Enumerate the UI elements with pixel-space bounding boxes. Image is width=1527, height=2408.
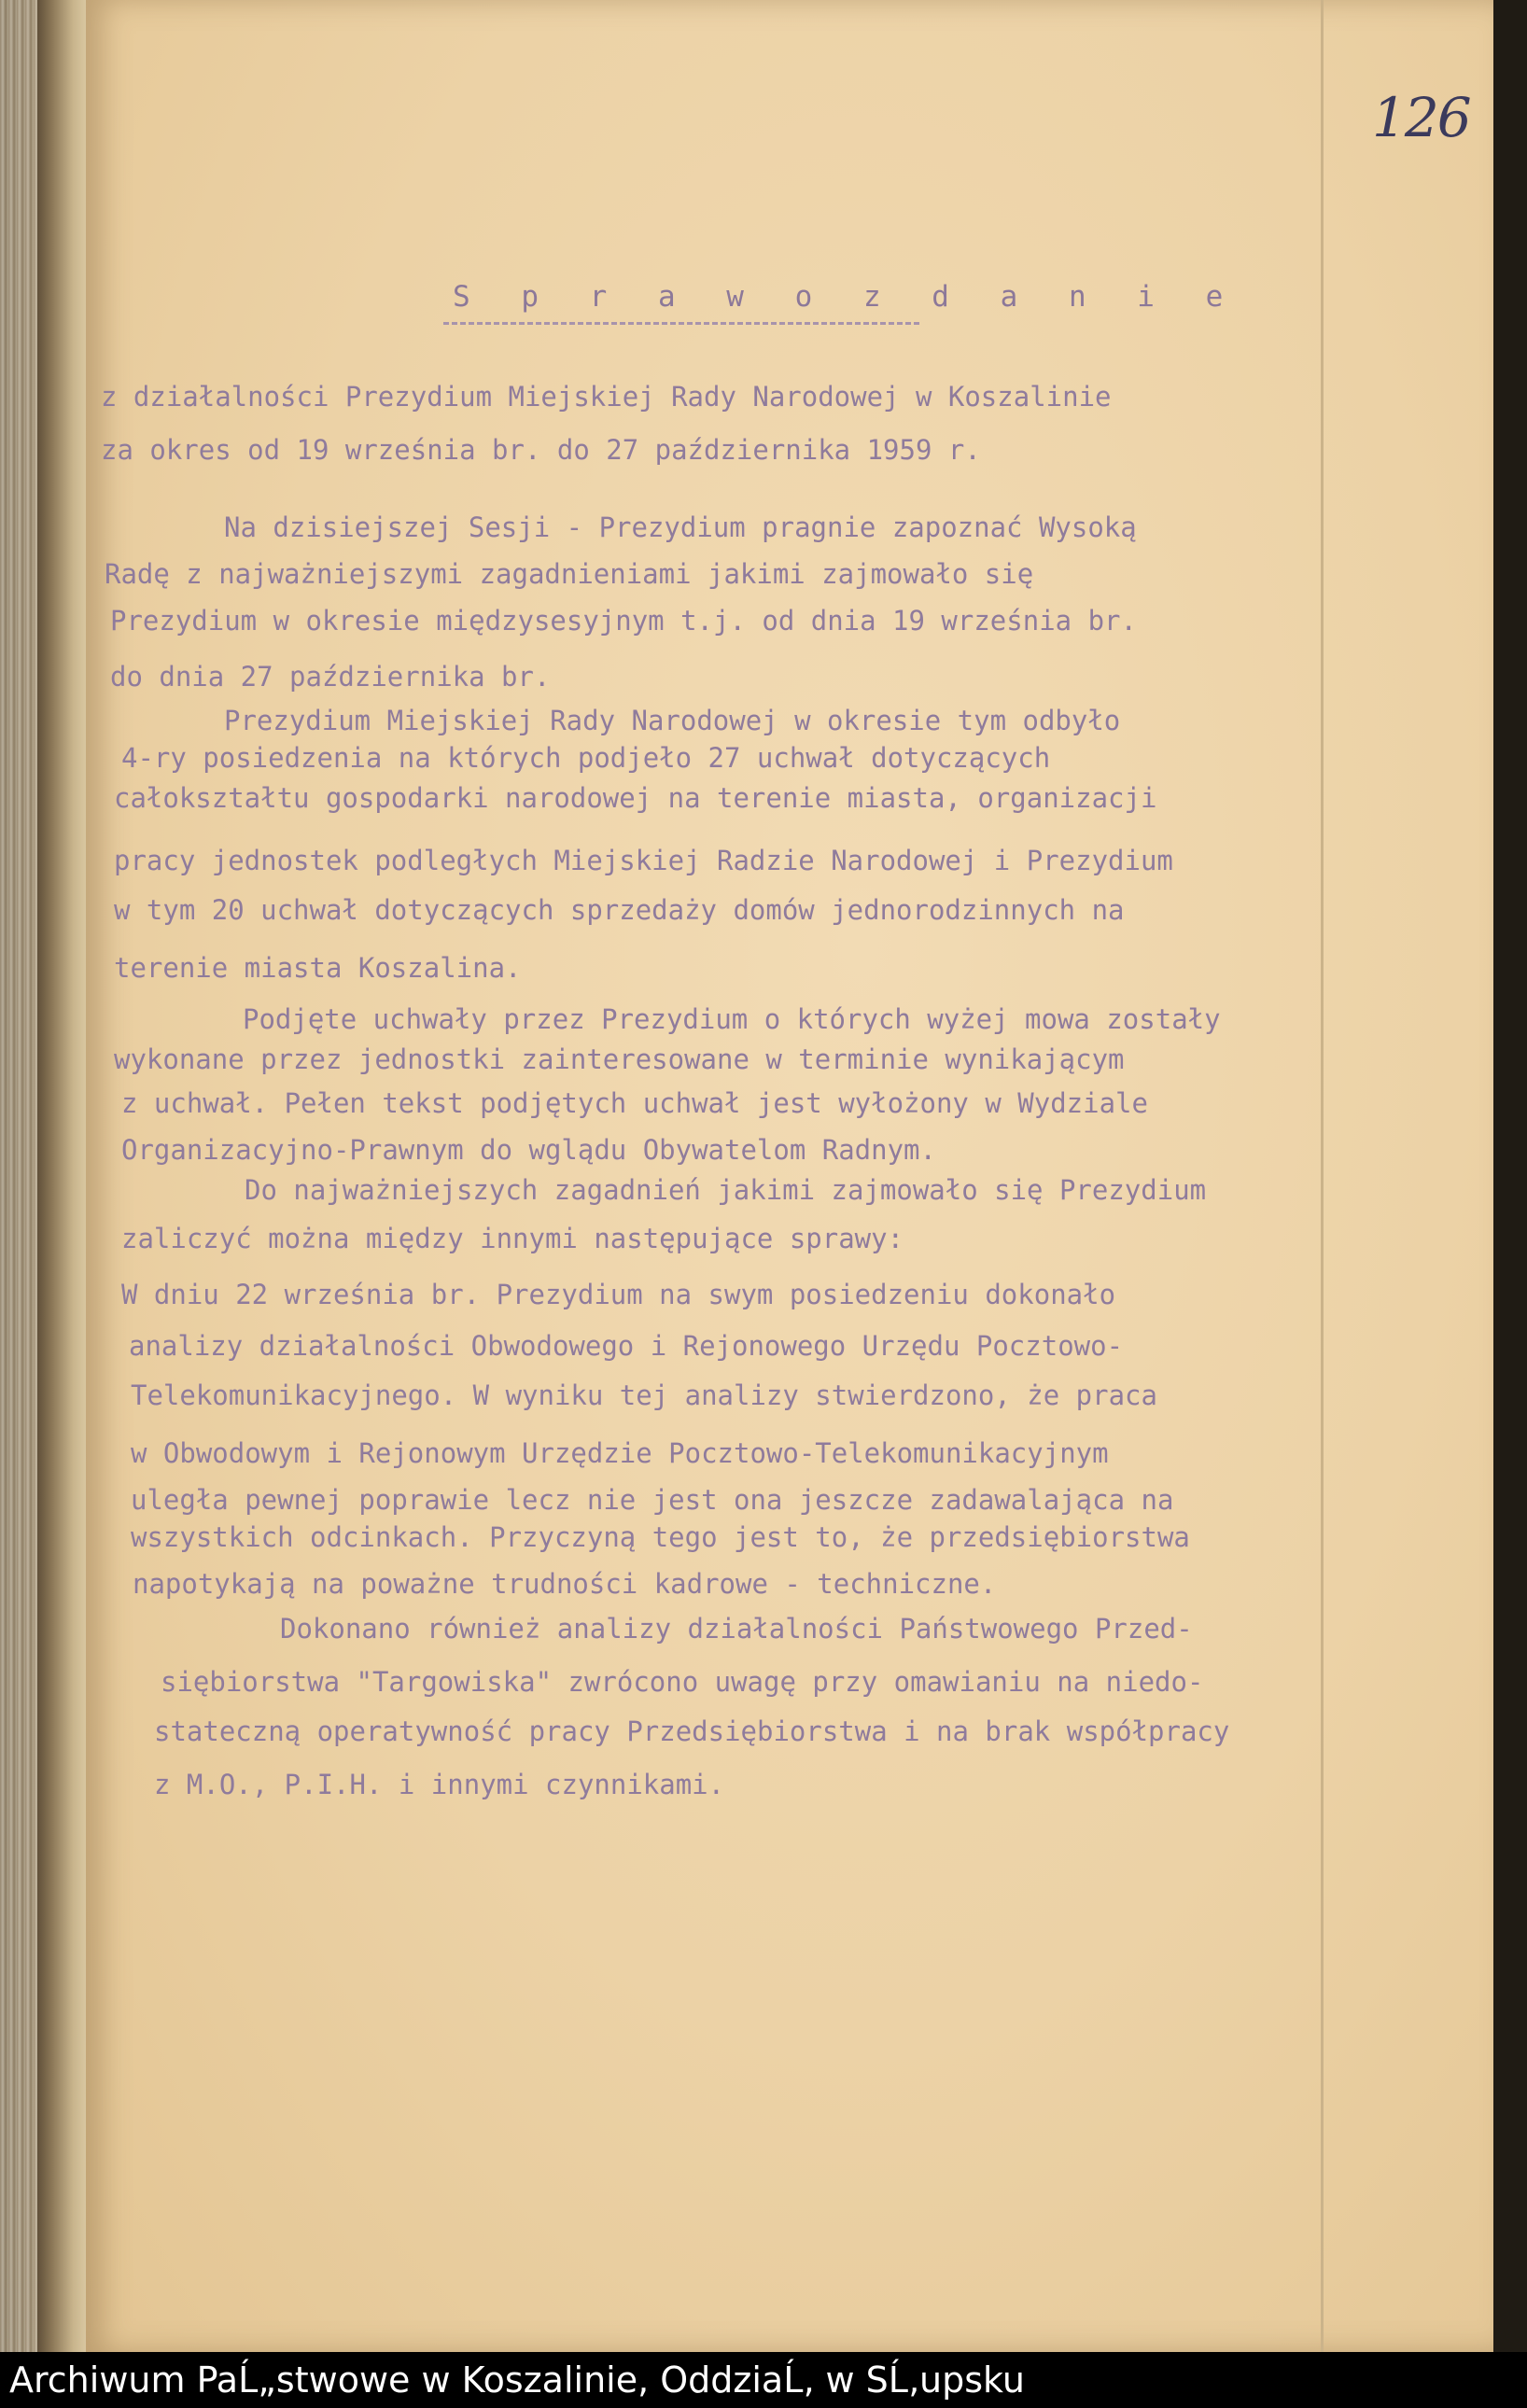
text-line: terenie miasta Koszalina. xyxy=(114,952,522,984)
text-line: Prezydium w okresie międzysesyjnym t.j. od dnia 19 września br. xyxy=(110,605,1137,637)
text-line: Dokonano również analizy działalności Państwowego Przed- xyxy=(280,1613,1193,1645)
text-line: napotykają na poważne trudności kadrowe - techniczne. xyxy=(133,1568,997,1600)
text-line: pracy jednostek podległych Miejskiej Radzie Narodowej i Prezydium xyxy=(114,845,1173,876)
text-line: zaliczyć można między innymi następujące sprawy: xyxy=(121,1223,904,1254)
text-line: Podjęte uchwały przez Prezydium o których wyżej mowa zostały xyxy=(243,1003,1221,1035)
text-line: Radę z najważniejszymi zagadnieniami jakimi zajmowało się xyxy=(105,558,1034,590)
text-line: w Obwodowym i Rejonowym Urzędzie Pocztowo-Telekomunikacyjnym xyxy=(131,1437,1109,1469)
text-line: wykonane przez jednostki zainteresowane w terminie wynikającym xyxy=(114,1043,1125,1075)
archive-caption: Archiwum PaĹ„stwowe w Koszalinie, OddziaĹ‚ w SĹ‚upsku xyxy=(9,2359,1025,2401)
text-line: Organizacyjno-Prawnym do wglądu Obywatelom Radnym. xyxy=(121,1134,936,1166)
text-line: 4-ry posiedzenia na których podjeło 27 uchwał dotyczących xyxy=(121,742,1051,774)
text-line: całokształtu gospodarki narodowej na terenie miasta, organizacji xyxy=(114,782,1157,814)
text-line: z działalności Prezydium Miejskiej Rady Narodowej w Koszalinie xyxy=(101,381,1112,413)
text-line: z M.O., P.I.H. i innymi czynnikami. xyxy=(154,1769,725,1800)
text-line: Do najważniejszych zagadnień jakimi zajmowało się Prezydium xyxy=(245,1174,1207,1206)
text-line: stateczną operatywność pracy Przedsiębiorstwa i na brak współpracy xyxy=(154,1715,1230,1747)
text-line: Na dzisiejszej Sesji - Prezydium pragnie zapoznać Wysoką xyxy=(224,511,1137,543)
text-line: w tym 20 uchwał dotyczących sprzedaży domów jednorodzinnych na xyxy=(114,894,1125,926)
text-line: uległa pewnej poprawie lecz nie jest ona jeszcze zadawalająca na xyxy=(131,1484,1174,1516)
text-line: Prezydium Miejskiej Rady Narodowej w okresie tym odbyło xyxy=(224,705,1121,736)
title-underline xyxy=(443,322,919,325)
text-line: analizy działalności Obwodowego i Rejonowego Urzędu Pocztowo- xyxy=(129,1330,1124,1362)
text-line: wszystkich odcinkach. Przyczyną tego jest to, że przedsiębiorstwa xyxy=(131,1521,1190,1553)
document-title: S p r a w o z d a n i e xyxy=(453,280,1240,314)
binding-spine xyxy=(0,0,37,2352)
text-line: Telekomunikacyjnego. W wyniku tej analizy stwierdzono, że praca xyxy=(131,1379,1157,1411)
text-line: siębiorstwa "Targowiska" zwrócono uwagę przy omawianiu na niedo- xyxy=(161,1666,1204,1698)
text-line: z uchwał. Pełen tekst podjętych uchwał jest wyłożony w Wydziale xyxy=(121,1087,1148,1119)
text-line: W dniu 22 września br. Prezydium na swym posiedzeniu dokonało xyxy=(121,1279,1116,1310)
text-line: za okres od 19 września br. do 27 października 1959 r. xyxy=(101,434,981,466)
page-number: 126 xyxy=(1372,86,1470,149)
text-line: do dnia 27 października br. xyxy=(110,661,551,693)
page-fold-line xyxy=(1321,0,1324,2352)
